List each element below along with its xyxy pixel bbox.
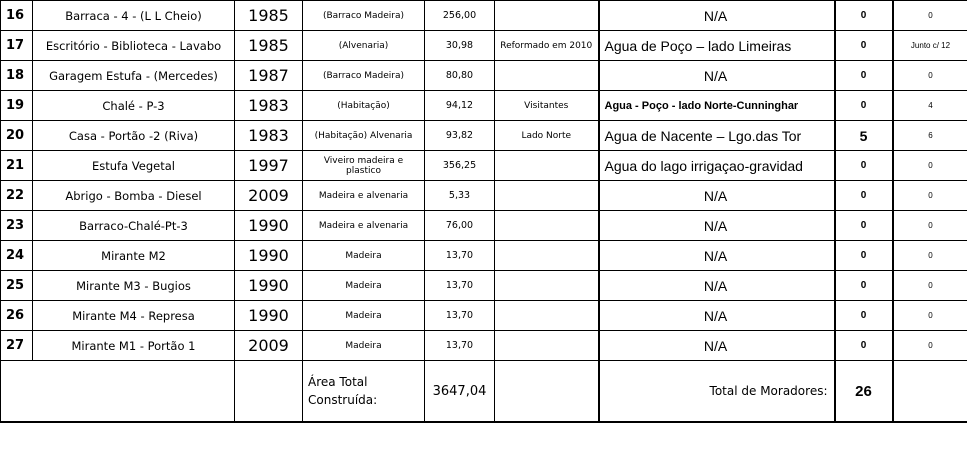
- building-name: Mirante M1 - Portão 1: [33, 331, 235, 361]
- water-source: N/A: [599, 211, 835, 241]
- residents-count: 0: [835, 181, 893, 211]
- water-source: N/A: [599, 61, 835, 91]
- built-area: 76,00: [425, 211, 495, 241]
- residents-count: 0: [835, 301, 893, 331]
- totals-empty-year: [235, 361, 303, 423]
- table-row: [1, 241, 967, 271]
- total-area-value: 3647,04: [425, 361, 495, 423]
- building-name: Barraca - 4 - (L L Cheio): [33, 1, 235, 31]
- totals-empty-obs: [495, 361, 599, 423]
- table-row: [1, 31, 967, 61]
- built-area: 5,33: [425, 181, 495, 211]
- construction-type: (Barraco Madeira): [303, 1, 425, 31]
- row-number: 24: [1, 241, 33, 271]
- construction-type: (Barraco Madeira): [303, 61, 425, 91]
- build-year: 1983: [235, 121, 303, 151]
- built-area: 80,80: [425, 61, 495, 91]
- table-row: [1, 181, 967, 211]
- construction-type: Madeira: [303, 241, 425, 271]
- extra-info: 0: [893, 271, 967, 301]
- residents-count: 0: [835, 1, 893, 31]
- building-name: Estufa Vegetal: [33, 151, 235, 181]
- building-name: Chalé - P-3: [33, 91, 235, 121]
- table-row: [1, 61, 967, 91]
- row-number: 22: [1, 181, 33, 211]
- building-name: Garagem Estufa - (Mercedes): [33, 61, 235, 91]
- extra-info: 0: [893, 241, 967, 271]
- observation: Reformado em 2010: [495, 31, 599, 61]
- residents-count: 0: [835, 31, 893, 61]
- table-row: [1, 331, 967, 361]
- row-number: 19: [1, 91, 33, 121]
- built-area: 356,25: [425, 151, 495, 181]
- extra-info: 0: [893, 1, 967, 31]
- built-area: 256,00: [425, 1, 495, 31]
- built-area: 30,98: [425, 31, 495, 61]
- water-source: N/A: [599, 271, 835, 301]
- extra-info: Junto c/ 12: [893, 31, 967, 61]
- built-area: 93,82: [425, 121, 495, 151]
- build-year: 2009: [235, 331, 303, 361]
- row-number: 27: [1, 331, 33, 361]
- observation: [495, 61, 599, 91]
- row-number: 26: [1, 301, 33, 331]
- water-source: Agua de Poço – lado Limeiras: [599, 31, 835, 61]
- residents-count: 0: [835, 331, 893, 361]
- built-area: 13,70: [425, 271, 495, 301]
- total-area-label: Área Total Construída:: [303, 361, 425, 423]
- building-name: Mirante M2: [33, 241, 235, 271]
- water-source: Agua de Nacente – Lgo.das Tor: [599, 121, 835, 151]
- water-source: Agua - Poço - lado Norte-Cunninghar: [599, 91, 835, 121]
- water-source: N/A: [599, 1, 835, 31]
- build-year: 1985: [235, 31, 303, 61]
- water-source: N/A: [599, 241, 835, 271]
- construction-type: (Habitação): [303, 91, 425, 121]
- row-number: 17: [1, 31, 33, 61]
- observation: Lado Norte: [495, 121, 599, 151]
- residents-count: 0: [835, 91, 893, 121]
- construction-type: (Habitação) Alvenaria: [303, 121, 425, 151]
- observation: [495, 331, 599, 361]
- table-row: [1, 211, 967, 241]
- build-year: 2009: [235, 181, 303, 211]
- build-year: 1990: [235, 211, 303, 241]
- residents-count: 0: [835, 151, 893, 181]
- row-number: 25: [1, 271, 33, 301]
- construction-type: Madeira e alvenaria: [303, 211, 425, 241]
- observation: [495, 211, 599, 241]
- totals-empty-right: [893, 361, 967, 423]
- observation: [495, 181, 599, 211]
- construction-type: Madeira: [303, 331, 425, 361]
- water-source: N/A: [599, 181, 835, 211]
- building-name: Abrigo - Bomba - Diesel: [33, 181, 235, 211]
- table-row: [1, 301, 967, 331]
- row-number: 20: [1, 121, 33, 151]
- observation: [495, 1, 599, 31]
- residents-count: 0: [835, 241, 893, 271]
- building-name: Mirante M3 - Bugios: [33, 271, 235, 301]
- building-name: Escritório - Biblioteca - Lavabo: [33, 31, 235, 61]
- build-year: 1987: [235, 61, 303, 91]
- residents-count: 0: [835, 61, 893, 91]
- row-number: 23: [1, 211, 33, 241]
- built-area: 13,70: [425, 241, 495, 271]
- built-area: 94,12: [425, 91, 495, 121]
- built-area: 13,70: [425, 301, 495, 331]
- building-name: Barraco-Chalé-Pt-3: [33, 211, 235, 241]
- row-number: 16: [1, 1, 33, 31]
- extra-info: 0: [893, 181, 967, 211]
- observation: [495, 151, 599, 181]
- table-row: [1, 91, 967, 121]
- table-row: [1, 121, 967, 151]
- extra-info: 4: [893, 91, 967, 121]
- build-year: 1990: [235, 271, 303, 301]
- extra-info: 0: [893, 151, 967, 181]
- extra-info: 0: [893, 211, 967, 241]
- observation: [495, 271, 599, 301]
- construction-type: Madeira: [303, 301, 425, 331]
- build-year: 1997: [235, 151, 303, 181]
- construction-type: Madeira e alvenaria: [303, 181, 425, 211]
- residents-count: 0: [835, 211, 893, 241]
- row-number: 21: [1, 151, 33, 181]
- observation: Visitantes: [495, 91, 599, 121]
- build-year: 1990: [235, 301, 303, 331]
- building-name: Mirante M4 - Represa: [33, 301, 235, 331]
- observation: [495, 241, 599, 271]
- residents-count: 0: [835, 271, 893, 301]
- extra-info: 6: [893, 121, 967, 151]
- totals-empty-left: [1, 361, 235, 423]
- extra-info: 0: [893, 301, 967, 331]
- table-row: [1, 151, 967, 181]
- water-source: N/A: [599, 301, 835, 331]
- residents-count: 5: [835, 121, 893, 151]
- extra-info: 0: [893, 331, 967, 361]
- observation: [495, 301, 599, 331]
- construction-type: (Alvenaria): [303, 31, 425, 61]
- table-row: [1, 271, 967, 301]
- construction-type: Viveiro madeira e plastico: [303, 151, 425, 181]
- extra-info: 0: [893, 61, 967, 91]
- build-year: 1985: [235, 1, 303, 31]
- table-row: [1, 1, 967, 31]
- totals-row: [1, 361, 967, 423]
- build-year: 1983: [235, 91, 303, 121]
- water-source: N/A: [599, 331, 835, 361]
- built-area: 13,70: [425, 331, 495, 361]
- construction-type: Madeira: [303, 271, 425, 301]
- water-source: Agua do lago irrigaçao-gravidad: [599, 151, 835, 181]
- row-number: 18: [1, 61, 33, 91]
- total-residents-value: 26: [835, 361, 893, 423]
- build-year: 1990: [235, 241, 303, 271]
- building-name: Casa - Portão -2 (Riva): [33, 121, 235, 151]
- total-residents-label: Total de Moradores:: [599, 361, 835, 423]
